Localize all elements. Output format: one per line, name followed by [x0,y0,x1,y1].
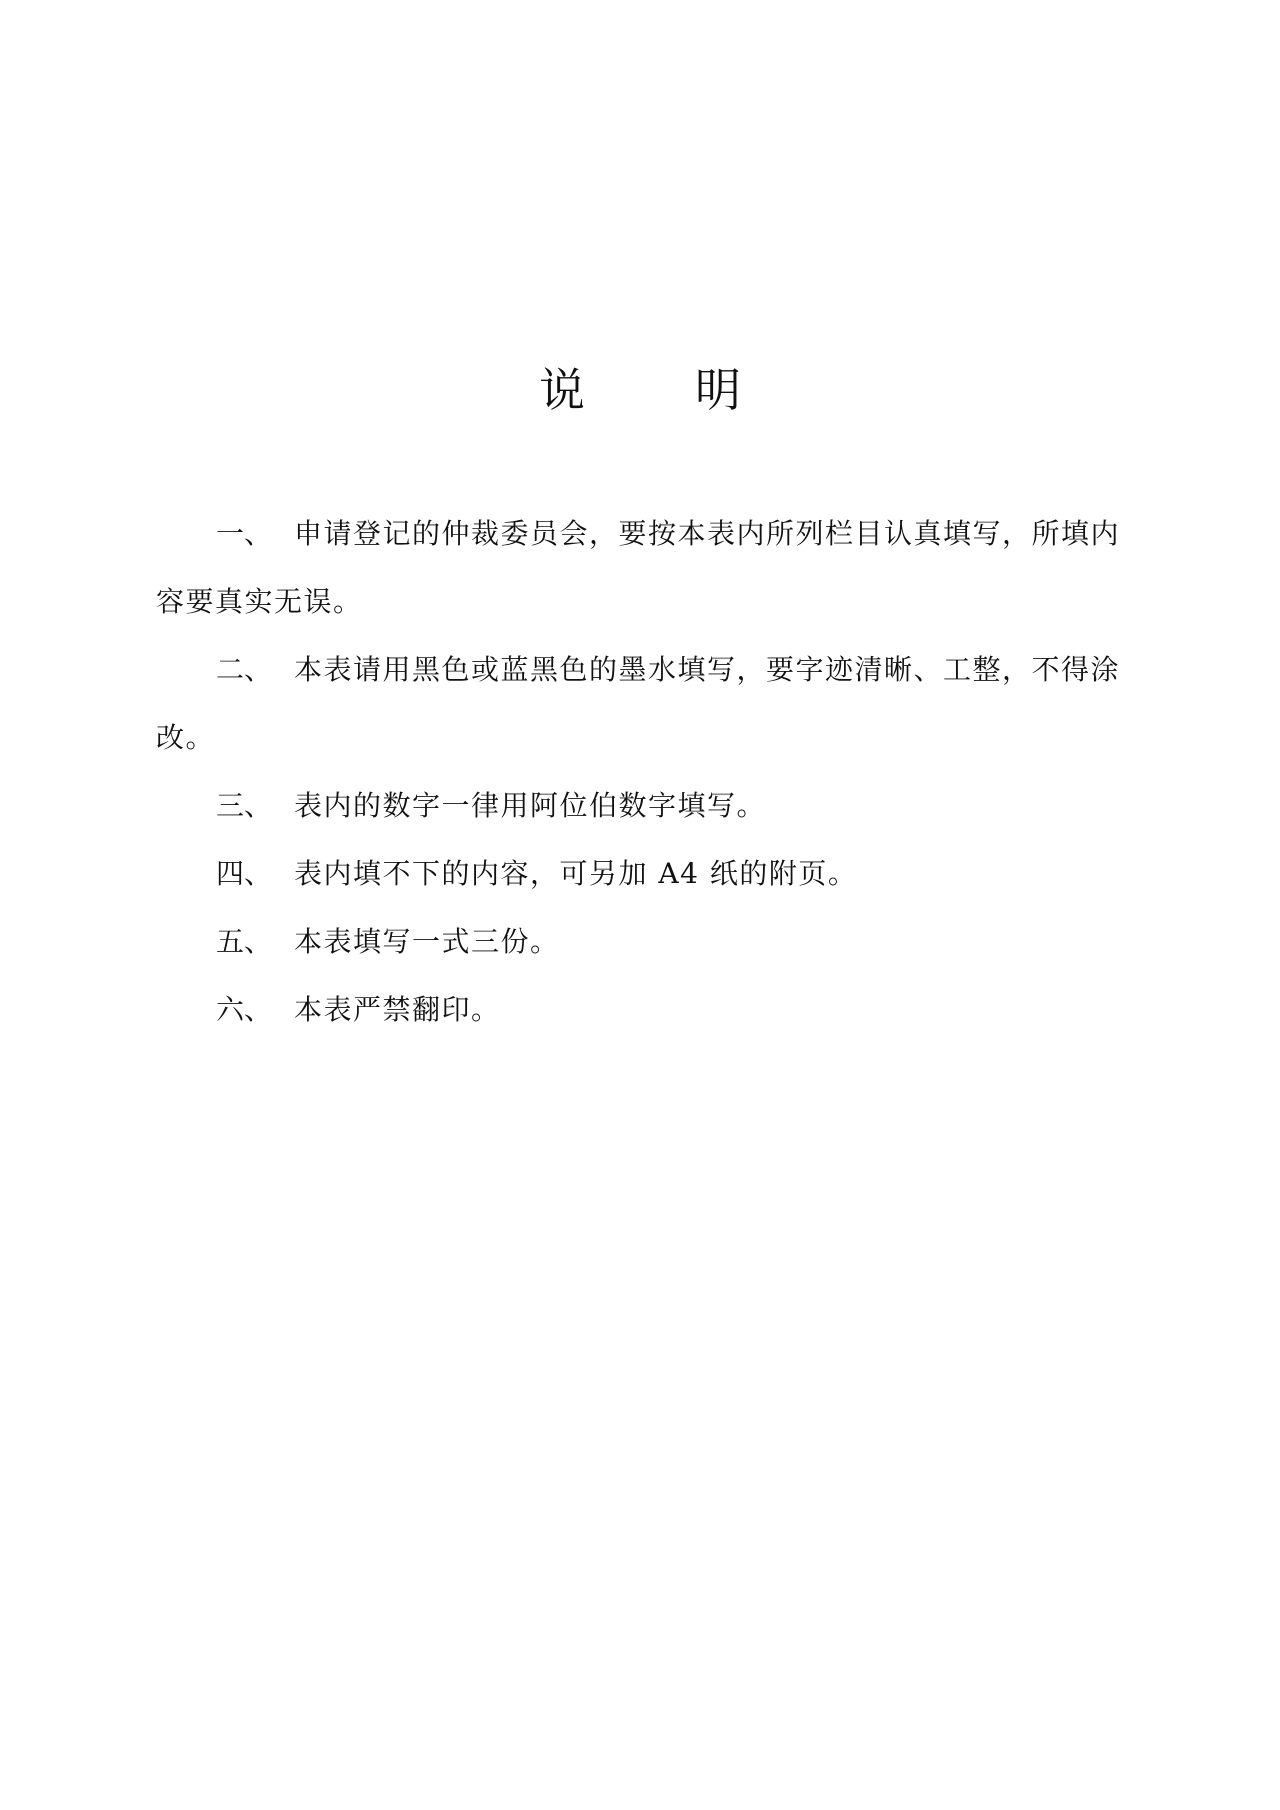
instruction-item [156,908,1136,976]
item-number: 二、 [216,653,273,686]
title-char-1: 说 [539,363,585,417]
instruction-item [156,500,1136,636]
instructions-list [156,500,1136,1044]
instruction-item [156,636,1136,772]
instruction-item [156,772,1136,840]
item-text: 表内填不下的内容，可另加 A4 纸的附页。 [294,857,858,890]
item-text: 表内的数字一律用阿位伯数字填写。 [294,789,767,822]
title-char-2: 明 [695,363,741,417]
item-number: 五、 [216,925,273,958]
item-text: 本表严禁翻印。 [294,993,501,1026]
item-text: 本表填写一式三份。 [294,925,560,958]
item-number: 六、 [216,993,273,1026]
item-number: 三、 [216,789,273,822]
item-text: 申请登记的仲裁委员会，要按本表内所列栏目认真填写，所填内容要真实无误。 [156,517,1121,618]
page-title [0,360,1280,420]
item-text: 本表请用黑色或蓝黑色的墨水填写，要字迹清晰、工整，不得涂改。 [156,653,1121,754]
instruction-item [156,976,1136,1044]
item-number: 四、 [216,857,273,890]
item-number: 一、 [216,517,273,550]
instruction-item [156,840,1136,908]
